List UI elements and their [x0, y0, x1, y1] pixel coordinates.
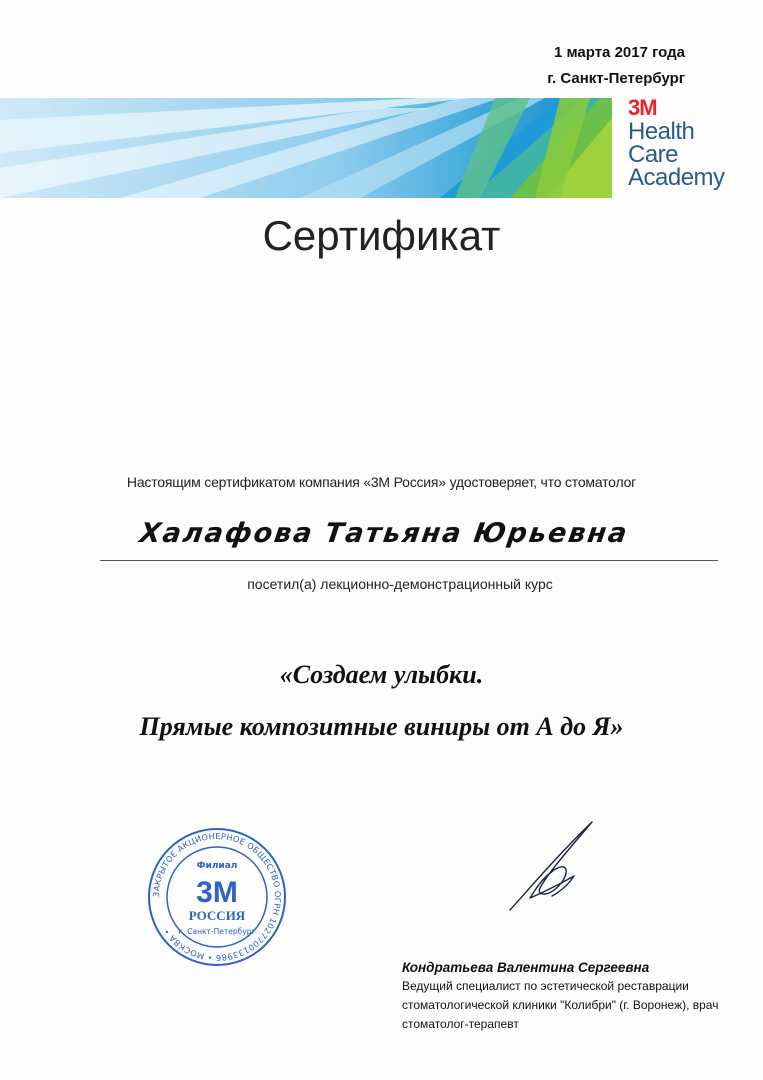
certificate-title: Сертификат [262, 212, 501, 259]
intro-text: Настоящим сертификатом компания «3М Россия» удостоверяет, что стоматолог [126, 474, 637, 490]
stamp-branch: Филиал [196, 861, 238, 871]
signer-block [402, 958, 742, 1034]
date-location [547, 40, 685, 92]
issue-city: г. Санкт-Петербург [547, 70, 685, 87]
recipient-name: Халафова Татьяна Юрьевна [137, 518, 631, 549]
company-stamp [146, 826, 288, 968]
signer-position-line2: стоматологической клиники "Колибри" (г. Воронеж), врач [402, 998, 719, 1012]
stamp-country: РОССИЯ [188, 908, 246, 923]
signer-position-line1: Ведущий специалист по эстетической реставрации [402, 979, 689, 993]
stamp-city: г. Санкт-Петербург [178, 927, 256, 936]
attended-text: посетил(а) лекционно-демонстрационный курс [247, 576, 553, 592]
name-underline [100, 560, 718, 561]
3m-health-care-academy-logo [628, 96, 725, 189]
3m-brand: 3M [628, 95, 657, 120]
signer-position-line3: стоматолог-терапевт [402, 1017, 519, 1031]
stamp-brand: 3M [196, 876, 238, 909]
logo-line-academy: Academy [628, 164, 725, 191]
logo-line-care: Care [628, 141, 679, 168]
signer-name: Кондратьева Валентина Сергеевна [402, 960, 650, 975]
course-title-line2: Прямые композитные виниры от А до Я» [139, 712, 624, 741]
logo-line-health: Health [628, 118, 695, 145]
stamp-ring-text: ЗАКРЫТОЕ АКЦИОНЕРНОЕ ОБЩЕСТВО ОГРН 1027700133986 • МОСКВА • [150, 830, 284, 964]
signature [500, 818, 610, 918]
course-title-line1: «Создаем улыбки. [279, 660, 484, 689]
issue-date: 1 марта 2017 года [554, 44, 685, 61]
decorative-banner [0, 98, 612, 198]
